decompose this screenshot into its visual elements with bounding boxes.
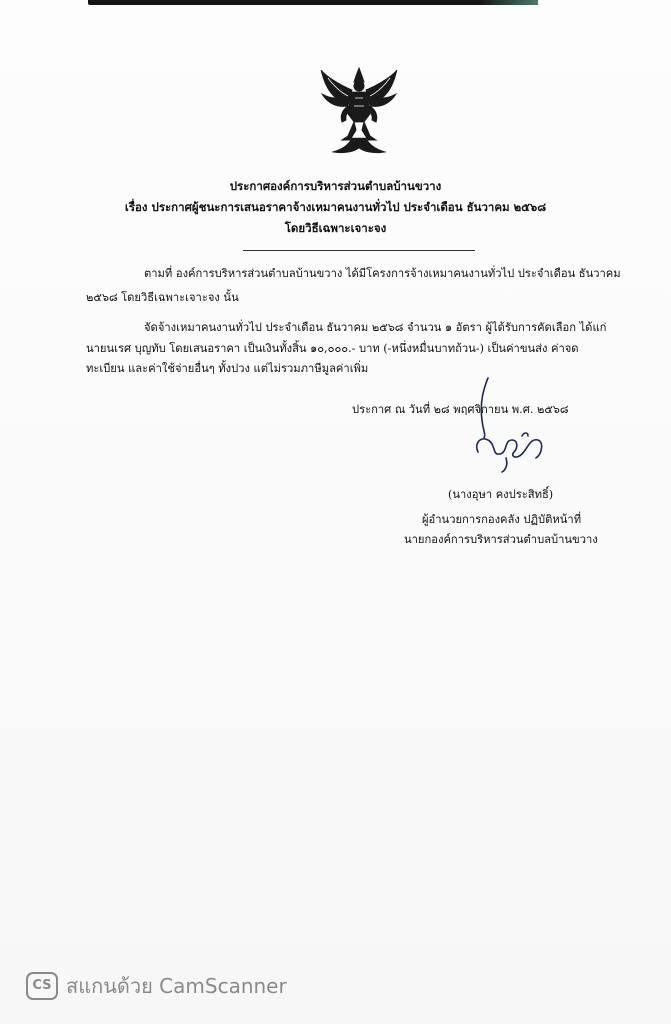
- document-subject: เรื่อง ประกาศผู้ชนะการเสนอราคาจ้างเหมาคนงานทั่วไป ประจำเดือน ธันวาคม ๒๕๖๘: [124, 200, 547, 214]
- scan-edge: [88, 0, 538, 5]
- camscanner-logo-text: CS: [32, 978, 52, 993]
- signatory-organization: นายกองค์การบริหารส่วนตำบลบ้านขวาง: [404, 533, 598, 546]
- signatory-name: (นางอุษา คงประสิทธิ์): [448, 488, 554, 501]
- signatory-position: ผู้อำนวยการกองคลัง ปฏิบัติหน้าที่: [422, 513, 582, 526]
- divider: [243, 250, 475, 251]
- document-title: ประกาศองค์การบริหารส่วนตำบลบ้านขวาง: [229, 179, 442, 193]
- handwritten-signature: [448, 374, 558, 484]
- paragraph-2-line-3: ทะเบียน และค่าใช้จ่ายอื่นๆ ทั้งปวง แต่ไม่รวมภาษีมูลค่าเพิ่ม: [86, 362, 369, 375]
- announcement-date: ประกาศ ณ วันที่ ๒๘ พฤศจิกายน พ.ศ. ๒๕๖๘: [352, 403, 569, 416]
- paragraph-1-line-2: ๒๕๖๘ โดยวิธีเฉพาะเจาะจง นั้น: [86, 291, 239, 304]
- paragraph-2-line-1: จัดจ้างเหมาคนงานทั่วไป ประจำเดือน ธันวาคม ๒๕๖๘ จำนวน ๑ อัตรา ผู้ได้รับการคัดเลือก ได้แก่: [144, 321, 607, 334]
- paragraph-2-line-2: นายนเรศ บุญทับ โดยเสนอราคา เป็นเงินทั้งสิ้น ๑๐,๐๐๐.- บาท (-หนึ่งหมื่นบาทถ้วน-) เป็นค่าขนส่ง ค่าจด: [86, 342, 579, 355]
- camscanner-logo: [26, 972, 58, 1000]
- procurement-method: โดยวิธีเฉพาะเจาะจง: [284, 221, 387, 235]
- garuda-emblem: [318, 66, 400, 158]
- camscanner-watermark: สแกนด้วย CamScanner: [66, 974, 287, 998]
- paragraph-1-line-1: ตามที่ องค์การบริหารส่วนตำบลบ้านขวาง ได้มีโครงการจ้างเหมาคนงานทั่วไป ประจำเดือน ธันวาคม: [144, 267, 621, 280]
